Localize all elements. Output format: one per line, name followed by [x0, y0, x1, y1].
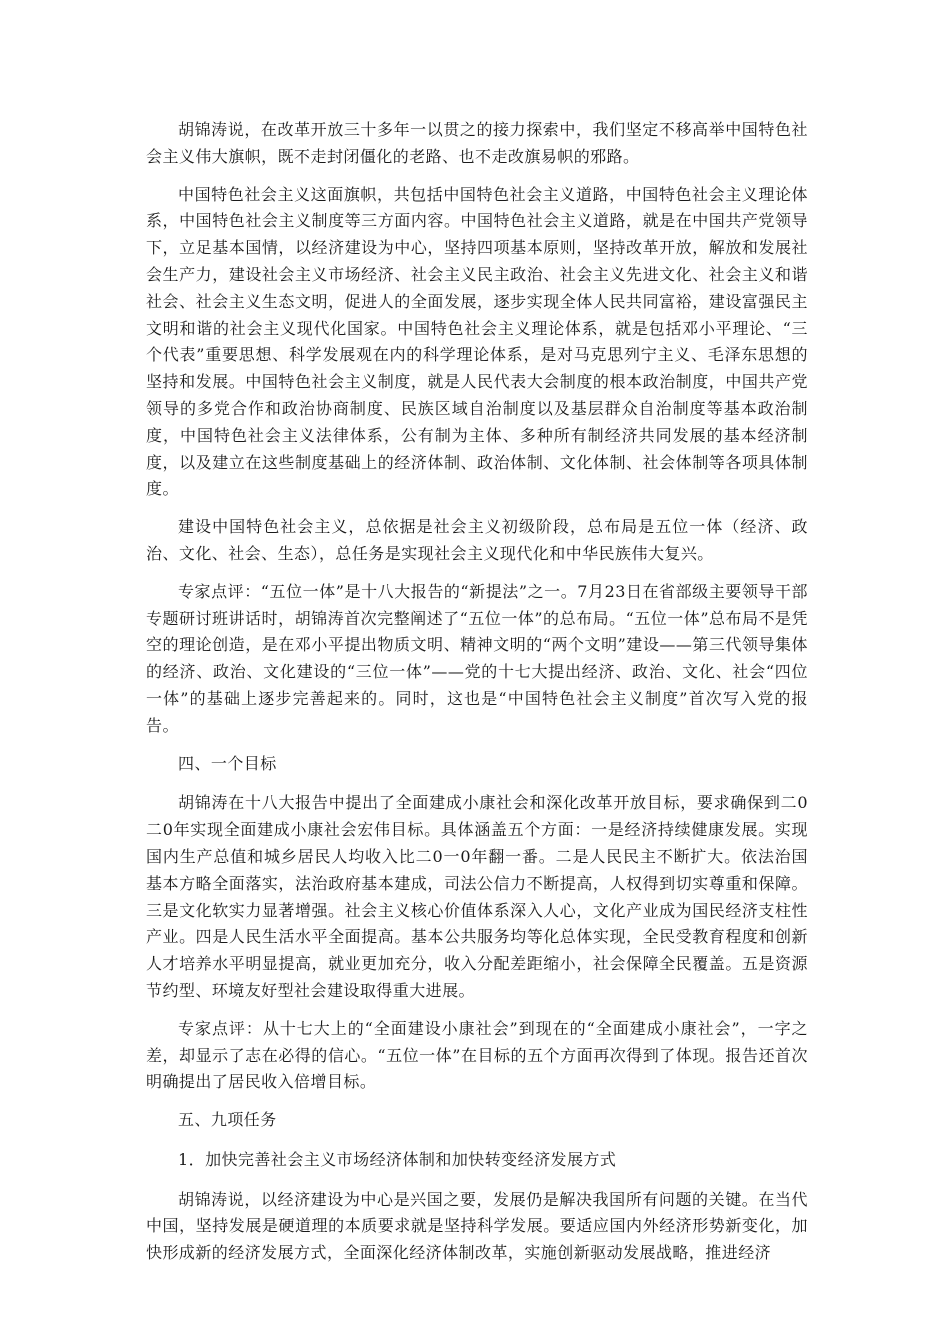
document-body	[146, 117, 808, 1278]
paragraph-expert-comment-five-in-one: 专家点评：“五位一体”是十八大报告的“新提法”之一。7月23日在省部级主要领导干部专题研讨班讲话时，胡锦涛首次完整阐述了“五位一体”的总布局。“五位一体”总布局不是凭空的理论创造，是在邓小平提出物质文明、精神文明的“两个文明”建设——第三代领导集体的经济、政治、文化建设的“三位一体”——党的十七大提出经济、政治、文化、社会“四位一体”的基础上逐步完善起来的。同时，这也是“中国特色社会主义制度”首次写入党的报告。	[146, 581, 808, 735]
paragraph-moderately-prosperous-goal: 胡锦涛在十八大报告中提出了全面建成小康社会和深化改革开放目标，要求确保到二0二0年实现全面建成小康社会宏伟目标。具体涵盖五个方面：一是经济持续健康发展。实现国内生产总值和城乡居民人均收入比二0一0年翻一番。二是人民民主不断扩大。依法治国基本方略全面落实，法治政府基本建成，司法公信力不断提高，人权得到切实尊重和保障。三是文化软实力显著增强。社会主义核心价值体系深入人心，文化产业成为国民经济支柱性产业。四是人民生活水平全面提高。基本公共服务均等化总体实现，全民受教育程度和创新人才培养水平明显提高，就业更加充分，收入分配差距缩小，社会保障全民覆盖。五是资源节约型、环境友好型社会建设取得重大进展。	[146, 793, 808, 1000]
paragraph-hu-on-banner: 胡锦涛说，在改革开放三十多年一以贯之的接力探索中，我们坚定不移高举中国特色社会主义伟大旗帜，既不走封闭僵化的老路、也不走改旗易帜的邪路。	[146, 120, 808, 166]
paragraph-socialism-banner-contents: 中国特色社会主义这面旗帜，共包括中国特色社会主义道路，中国特色社会主义理论体系，中国特色社会主义制度等三方面内容。中国特色社会主义道路，就是在中国共产党领导下，立足基本国情，以经济建设为中心，坚持四项基本原则，坚持改革开放，解放和发展社会生产力，建设社会主义市场经济、社会主义民主政治、社会主义先进文化、社会主义和谐社会、社会主义生态文明，促进人的全面发展，逐步实现全体人民共同富裕，建设富强民主文明和谐的社会主义现代化国家。中国特色社会主义理论体系，就是包括邓小平理论、“三个代表”重要思想、科学发展观在内的科学理论体系，是对马克思列宁主义、毛泽东思想的坚持和发展。中国特色社会主义制度，就是人民代表大会制度的根本政治制度，中国共产党领导的多党合作和政治协商制度、民族区域自治制度以及基层群众自治制度等基本政治制度，中国特色社会主义法律体系，公有制为主体、多种所有制经济共同发展的基本经济制度，以及建立在这些制度基础上的经济体制、政治体制、文化体制、社会体制等各项具体制度。	[146, 184, 808, 499]
paragraph-economic-development: 胡锦涛说，以经济建设为中心是兴国之要，发展仍是解决我国所有问题的关键。在当代中国，坚持发展是硬道理的本质要求就是坚持科学发展。要适应国内外经济形势新变化，加快形成新的经济发展方式，全面深化经济体制改革，实施创新驱动发展战略，推进经济	[146, 1189, 808, 1263]
subheading-task-one: 1．加快完善社会主义市场经济体制和加快转变经济发展方式	[178, 1149, 617, 1169]
section-heading-nine-tasks: 五、九项任务	[178, 1110, 277, 1130]
paragraph-overall-layout: 建设中国特色社会主义，总依据是社会主义初级阶段，总布局是五位一体（经济、政治、文化、社会、生态），总任务是实现社会主义现代化和中华民族伟大复兴。	[146, 517, 808, 563]
section-heading-one-goal: 四、一个目标	[178, 753, 277, 773]
paragraph-expert-comment-goal: 专家点评：从十七大上的“全面建设小康社会”到现在的“全面建成小康社会”，一字之差，却显示了志在必得的信心。“五位一体”在目标的五个方面再次得到了体现。报告还首次明确提出了居民收入倍增目标。	[146, 1018, 808, 1092]
